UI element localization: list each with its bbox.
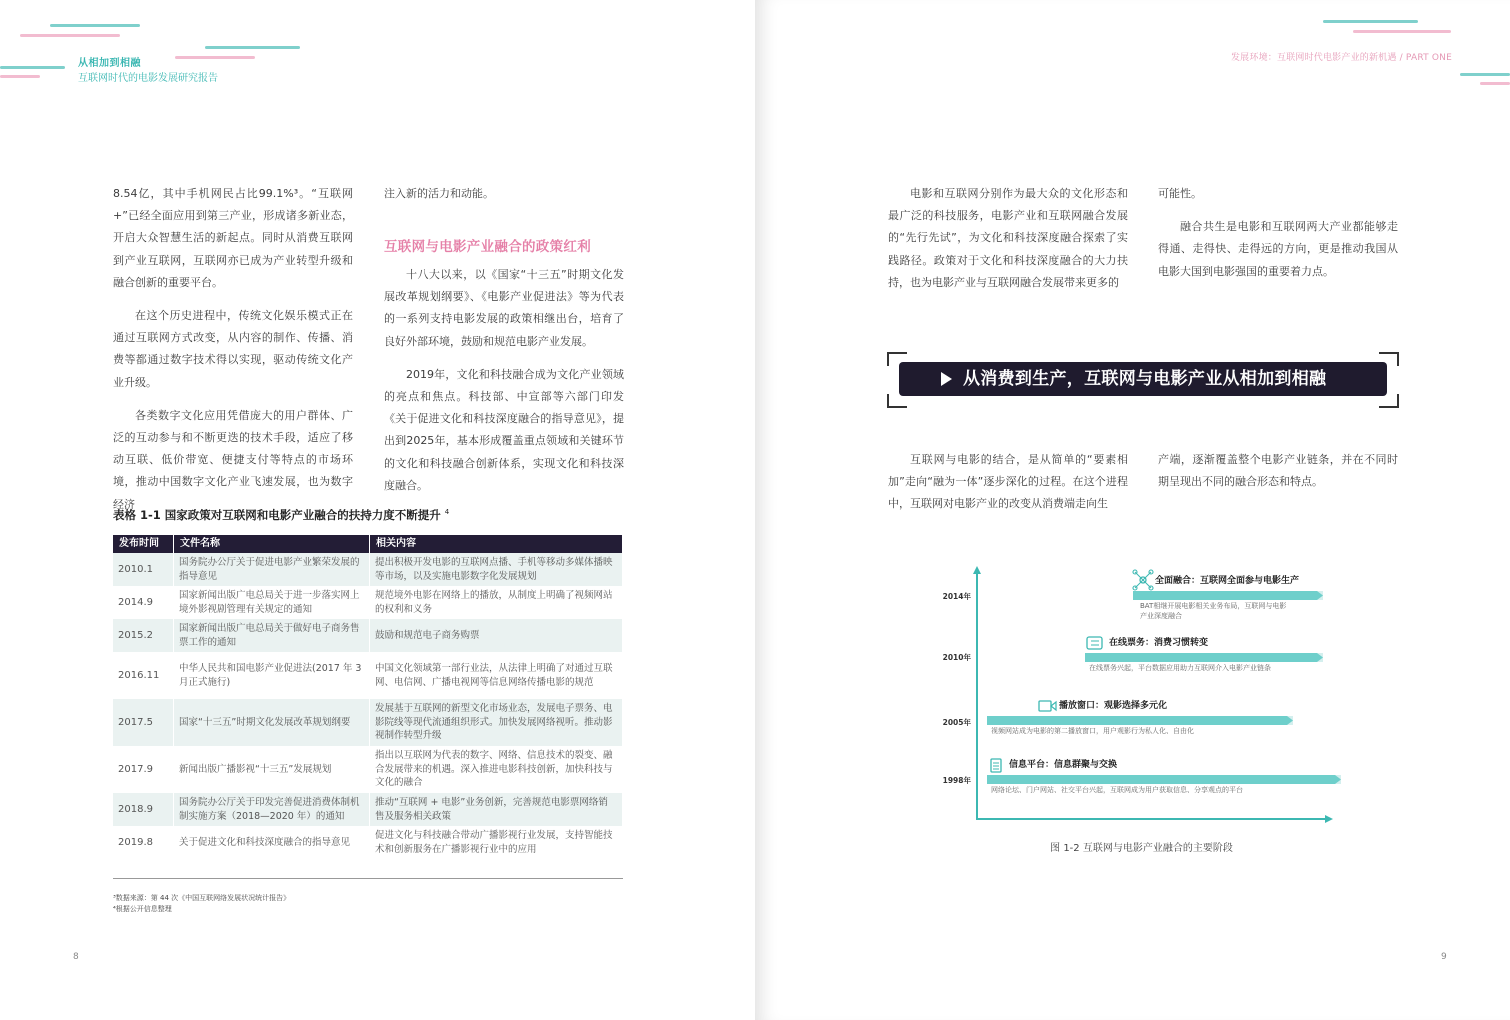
network-icon-link <box>1135 580 1143 588</box>
decor-line <box>0 66 65 69</box>
paragraph: 产端，逐渐覆盖整个电影产业链条，并在不同时期呈现出不同的融合形态和特点。 <box>1158 453 1398 489</box>
cell-name: 国家新闻出版广电总局关于进一步落实网上境外影视剧管理有关规定的通知 <box>174 586 370 619</box>
timeline-stages <box>943 570 1341 795</box>
cell-date: 2017.5 <box>113 699 174 746</box>
cell-name: 国务院办公厅关于促进电影产业繁荣发展的指导意见 <box>174 553 370 586</box>
timeline-year-label: 2014年 <box>942 592 971 601</box>
decor-line <box>20 34 120 37</box>
table-title-sup: 4 <box>444 508 450 517</box>
paragraph: 在这个历史进程中，传统文化娱乐模式正在通过互联网方式改变，从内容的制作、传播、消费等都通过数字技术得以实现，驱动传统文化产业升级。 <box>113 309 353 389</box>
cell-date: 2016.11 <box>113 652 174 699</box>
section-title: 互联网与电影产业融合的政策红利 <box>384 239 591 255</box>
cell-content: 提出积极开发电影的互联网点播、手机等移动多媒体播映等市场，以及实施电影数字化发展规划 <box>370 553 623 586</box>
table-row <box>113 586 623 619</box>
cell-name: 新闻出版广播影视“十三五”发展规划 <box>174 746 370 793</box>
report-title: 从相加到相融 <box>78 58 141 69</box>
network-icon-link <box>1143 572 1151 580</box>
timeline-year-label: 2005年 <box>942 718 971 727</box>
cell-content: 促进文化与科技融合带动广播影视行业发展，支持智能技术和创新服务在广播影视行业中的应用 <box>370 826 623 859</box>
network-icon-link <box>1135 572 1143 580</box>
report-subtitle: 互联网时代的电影发展研究报告 <box>78 73 218 84</box>
cell-content: 发展基于互联网的新型文化市场业态，发展电子票务、电影院线等现代流通组织形式。加快发展网络视听。推动影视制作转型升级 <box>370 699 623 746</box>
policy-table <box>113 535 623 859</box>
stage-desc: 视频网站成为电影的第二播放窗口，用户观影行为私人化、自由化 <box>991 727 1194 735</box>
col-header-date: 发布时间 <box>113 535 174 553</box>
cell-name: 国务院办公厅关于印发完善促进消费体制机制实施方案（2018—2020 年）的通知 <box>174 793 370 826</box>
decor-line <box>0 75 40 78</box>
table-title <box>113 507 449 523</box>
stage-desc: 网络论坛、门户网站、社交平台兴起，互联网成为用户获取信息、分享观点的平台 <box>991 786 1243 794</box>
footnote-4: ⁴根据公开信息整理 <box>113 905 172 913</box>
paragraph: 电影和互联网分别作为最大众的文化形态和最广泛的科技服务，电影产业和互联网融合发展的“先行先试”，为文化和科技深度融合探索了实践路径。政策对于文化和科技深度融合的大力扶持，也为电影产业与互联网融合发展带来更多的 <box>888 187 1128 289</box>
paragraph: 十八大以来，以《国家“十三五”时期文化发展改革规划纲要》、《电影产业促进法》等为代表的一系列支持电影发展的政策相继出台，培育了良好外部环境，鼓励和规范电影产业发展。 <box>384 268 624 348</box>
table-row <box>113 652 623 699</box>
running-header: 发展环境：互联网时代电影产业的新机遇 / PART ONE <box>1230 53 1452 63</box>
cell-date: 2014.9 <box>113 586 174 619</box>
cell-name: 国家“十三五”时期文化发展改革规划纲要 <box>174 699 370 746</box>
stage-desc: 产业深度融合 <box>1140 612 1182 620</box>
body-column-1 <box>113 183 353 516</box>
decor-line <box>1323 20 1418 23</box>
table-row <box>113 746 623 793</box>
stage-bar <box>1085 653 1323 662</box>
paragraph: 注入新的活力和动能。 <box>384 187 494 200</box>
table-header-row <box>113 535 623 553</box>
video-icon <box>1039 701 1051 711</box>
decor-line <box>1460 73 1510 76</box>
paragraph: 各类数字文化应用凭借庞大的用户群体、广泛的互动参与和不断更迭的技术手段，适应了移动互联、低价带宽、便捷支付等特点的市场环境，推动中国数字文化产业飞速发展，也为数字经济 <box>113 408 353 511</box>
cell-content: 鼓励和规范电子商务购票 <box>370 619 623 652</box>
stage-desc: BAT相继开展电影相关业务布局，互联网与电影 <box>1140 602 1287 610</box>
body-column-3 <box>888 449 1128 516</box>
timeline-year-label: 1998年 <box>942 776 971 785</box>
body-column-1 <box>888 183 1128 294</box>
stage-bar <box>987 716 1293 725</box>
right-page <box>755 0 1510 1020</box>
cell-date: 2019.8 <box>113 826 174 859</box>
table-row <box>113 553 623 586</box>
cell-date: 2015.2 <box>113 619 174 652</box>
body-column-2 <box>384 264 624 497</box>
play-triangle-icon <box>941 372 952 386</box>
timeline-year-label: 2010年 <box>942 653 971 662</box>
body-column-4 <box>1158 449 1398 493</box>
table-row <box>113 793 623 826</box>
bracket-corner <box>887 394 907 408</box>
decor-line <box>1353 30 1451 33</box>
decor-line <box>175 56 255 59</box>
bracket-corner <box>1379 394 1399 408</box>
stage-timeline-figure <box>755 550 1510 850</box>
figure-caption <box>755 839 1510 854</box>
stage-title: 信息平台：信息群聚与交换 <box>1009 760 1118 770</box>
decor-line <box>205 46 300 49</box>
ticket-icon <box>1087 637 1102 649</box>
cell-date: 2018.9 <box>113 793 174 826</box>
paragraph: 互联网与电影的结合，是从简单的“要素相加”走向“融为一体”逐步深化的过程。在这个进程中，互联网对电影产业的改变从消费端走向生 <box>888 453 1128 511</box>
body-column-2-top <box>384 183 624 205</box>
section-banner-text: 从消费到生产，互联网与电影产业从相加到相融 <box>963 369 1327 389</box>
stage-title: 全面融合：互联网全面参与电影生产 <box>1155 576 1300 586</box>
paragraph: 可能性。 <box>1158 187 1202 200</box>
cell-date: 2017.9 <box>113 746 174 793</box>
cell-content: 中国文化领域第一部行业法，从法律上明确了对通过互联网、电信网、广播电视网等信息网络传播电影的规范 <box>370 652 623 699</box>
cell-name: 关于促进文化和科技深度融合的指导意见 <box>174 826 370 859</box>
cell-name: 国家新闻出版广电总局关于做好电子商务售票工作的通知 <box>174 619 370 652</box>
paragraph: 2019年，文化和科技融合成为文化产业领域的亮点和焦点。科技部、中宣部等六部门印发《关于促进文化和科技深度融合的指导意见》，提出到2025年，基本形成覆盖重点领域和关键环节的文化和科技融合创新体系，实现文化和科技深度融合。 <box>384 367 624 492</box>
paragraph: 融合共生是电影和互联网两大产业都能够走得通、走得快、走得远的方向，更是推动我国从电影大国到电影强国的重要着力点。 <box>1158 220 1398 278</box>
y-axis-arrow <box>973 566 981 574</box>
cell-content: 规范境外电影在网络上的播放，从制度上明确了视频网站的权利和义务 <box>370 586 623 619</box>
stage-bar <box>987 775 1341 784</box>
footnote-3: ³数据来源：第 44 次《中国互联网络发展状况统计报告》 <box>113 894 291 902</box>
stage-title: 播放窗口：观影选择多元化 <box>1059 701 1168 711</box>
section-banner <box>899 362 1387 396</box>
decor-line <box>1480 82 1510 85</box>
video-icon-lens <box>1051 702 1056 710</box>
network-icon-link <box>1143 580 1151 588</box>
stage-desc: 在线票务兴起，平台数据应用助力互联网介入电影产业链条 <box>1089 664 1271 672</box>
stage-bar <box>1133 591 1323 600</box>
col-header-content: 相关内容 <box>370 535 623 553</box>
page-number: 8 <box>73 952 79 962</box>
paragraph: 8.54亿，其中手机网民占比99.1%³。“互联网+”已经全面应用到第三产业，形成诸多新业态，开启大众智慧生活的新起点。同时从消费互联网到产业互联网，互联网亦已成为产业转型升级和融合创新的重要平台。 <box>113 187 353 289</box>
stage-title: 在线票务：消费习惯转变 <box>1109 638 1209 648</box>
col-header-name: 文件名称 <box>174 535 370 553</box>
cell-date: 2010.1 <box>113 553 174 586</box>
table-row <box>113 699 623 746</box>
figure-caption-text: 图 1-2 互联网与电影产业融合的主要阶段 <box>1050 843 1233 854</box>
table-title-text: 表格 1-1 国家政策对互联网和电影产业融合的扶持力度不断提升 <box>113 508 441 522</box>
body-column-2 <box>1158 183 1398 283</box>
cell-content: 推动“互联网 + 电影”业务创新，完善规范电影票网络销售及服务相关政策 <box>370 793 623 826</box>
x-axis-arrow <box>1325 815 1333 823</box>
cell-content: 指出以互联网为代表的数字、网络、信息技术的裂变、融合发展带来的机遇。深入推进电影科技创新，加快科技与文化的融合 <box>370 746 623 793</box>
table-row <box>113 826 623 859</box>
table-bottom-rule <box>113 878 623 879</box>
decor-line <box>50 24 140 27</box>
table-row <box>113 619 623 652</box>
cell-name: 中华人民共和国电影产业促进法(2017 年 3 月正式施行) <box>174 652 370 699</box>
page-number: 9 <box>1441 952 1447 962</box>
